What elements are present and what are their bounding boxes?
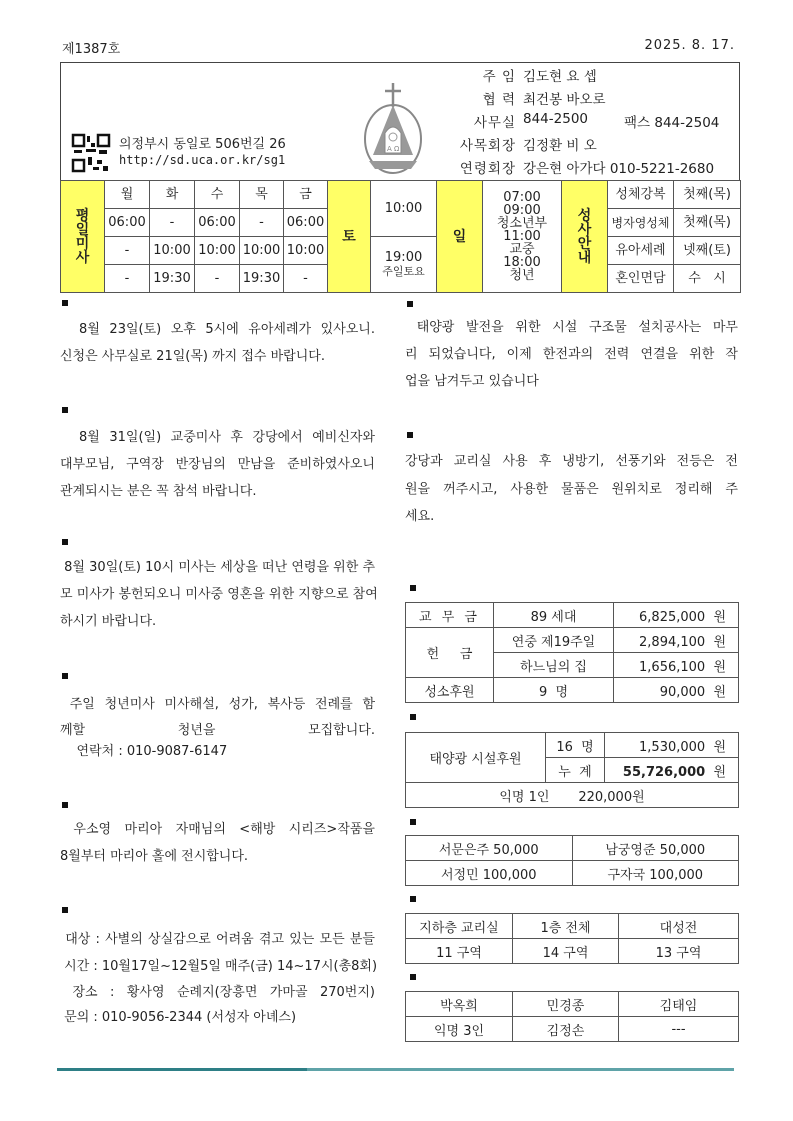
mass-time: 10:00	[284, 237, 328, 265]
cell: 55,726,000 원	[605, 758, 739, 783]
sacrament-when: 첫째(목)	[674, 209, 741, 237]
cell: 13 구역	[619, 939, 739, 964]
saturday-time-1: 10:00	[371, 181, 437, 237]
assistant-label: 협 력	[482, 92, 516, 108]
bullet-icon	[410, 819, 416, 825]
cell: 누 계	[546, 758, 605, 783]
mass-time: 06:00	[195, 209, 240, 237]
mass-time: -	[105, 237, 150, 265]
cell: 90,000 원	[614, 678, 739, 703]
sacrament-name: 병자영성체	[608, 209, 674, 237]
mass-time: 06:00	[284, 209, 328, 237]
notice-line: 8월 23일(토) 오후 5시에 유아세례가 있사오니.	[60, 322, 375, 337]
mass-time: 19:30	[240, 265, 284, 293]
mass-time: 10:00	[195, 237, 240, 265]
notice-line: 대부모님, 구역장 반장님의 만남을 준비하였사오니	[60, 457, 375, 472]
day-tue: 화	[150, 181, 195, 209]
cell: 9 명	[494, 678, 614, 703]
notice-line: 강당과 교리실 사용 후 냉방기, 선풍기와 전등은 전	[405, 454, 738, 469]
cell: 헌 금	[406, 628, 494, 678]
footer-rule	[307, 1068, 734, 1071]
day-wed: 수	[195, 181, 240, 209]
council-label: 사목회장	[459, 138, 516, 154]
notice-line: 원을 꺼주시고, 사용한 물품은 원위치로 정리해 주	[405, 482, 738, 497]
sacrament-name: 유아세례	[608, 237, 674, 265]
bullet-icon	[62, 539, 68, 545]
cell: 하느님의 집	[494, 653, 614, 678]
notice-line: 업을 남겨두고 있습니다	[405, 374, 539, 389]
bullet-icon	[410, 585, 416, 591]
cell: 남궁영준 50,000	[572, 836, 739, 861]
fax-number: 팩스 844-2504	[624, 115, 720, 131]
sacrament-name: 혼인면담	[608, 265, 674, 293]
notice-line: 8월 30일(토) 10시 미사는 세상을 떠난 연령을 위한 추	[60, 560, 375, 575]
cell: 김태임	[619, 992, 739, 1017]
notice-line: 세요.	[405, 509, 435, 524]
cell: 연중 제19주일	[494, 628, 614, 653]
mass-time: -	[284, 265, 328, 293]
mass-time: -	[240, 209, 284, 237]
mass-time: -	[150, 209, 195, 237]
notice-line: 연락처 : 010-9087-6147	[60, 744, 228, 759]
cell: 서문은주 50,000	[406, 836, 573, 861]
cell: 1층 전체	[513, 914, 619, 939]
cell: 지하층 교리실	[406, 914, 513, 939]
assistant-value: 최건봉 바오로	[523, 92, 606, 108]
bullet-icon	[62, 673, 68, 679]
notice-line: 8월 31일(일) 교중미사 후 강당에서 예비신자와	[60, 430, 375, 445]
mass-time: 06:00	[105, 209, 150, 237]
cell: 89 세대	[494, 603, 614, 628]
day-fri: 금	[284, 181, 328, 209]
council-value: 김정환 비 오	[523, 138, 597, 154]
bullet-icon	[410, 896, 416, 902]
bullet-icon	[410, 714, 416, 720]
sacrament-when: 넷째(토)	[674, 237, 741, 265]
mass-schedule-table	[60, 180, 741, 293]
cell: 김정손	[513, 1017, 619, 1042]
mass-time: 10:00	[240, 237, 284, 265]
cell: 1,656,100 원	[614, 653, 739, 678]
church-logo-icon	[361, 81, 425, 177]
cell: 민경종	[513, 992, 619, 1017]
cleaning-table	[405, 913, 739, 964]
footer-rule	[57, 1068, 307, 1071]
cell: 박옥희	[406, 992, 513, 1017]
cell: 16 명	[546, 733, 605, 758]
weekday-mass-label: 평 일 미 사	[61, 181, 105, 293]
finance-table	[405, 602, 739, 703]
saturday-label: 토	[328, 181, 371, 293]
mass-time: 10:00	[150, 237, 195, 265]
issue-date: 2025. 8. 17.	[644, 38, 735, 53]
cell: 2,894,100 원	[614, 628, 739, 653]
notice-line: 문의 : 010-9056-2344 (서성자 아녜스)	[60, 1010, 297, 1025]
notice-line: 장소 : 황사영 순례지(장흥면 가마골 270번지)	[60, 985, 375, 1000]
bullet-icon	[62, 407, 68, 413]
sacrament-name: 성체강복	[608, 181, 674, 209]
notice-line: 리 되었습니다, 이제 한전과의 전력 연결을 위한 작	[405, 347, 738, 362]
bullet-icon	[62, 907, 68, 913]
cell: 성소후원	[406, 678, 494, 703]
notice-line: 8월부터 마리아 홀에 전시합니다.	[60, 849, 249, 864]
day-thu: 목	[240, 181, 284, 209]
mass-time: 19:30	[150, 265, 195, 293]
notice-line: 우소영 마리아 자매님의 <해방 시리즈>작품을	[60, 822, 375, 837]
names-table	[405, 991, 739, 1042]
notice-line: 관계되시는 분은 꼭 참석 바랍니다.	[60, 484, 257, 499]
bullet-icon	[62, 300, 68, 306]
funeral-value: 강은현 아가다 010-5221-2680	[523, 161, 715, 177]
cell: 구자국 100,000	[572, 861, 739, 886]
notice-line: 께할 청년을 모집합니다.	[60, 723, 375, 738]
notice-line: 태양광 발전을 위한 시설 구조물 설치공사는 마무	[405, 320, 738, 335]
svg-text:A Ω: A Ω	[387, 145, 400, 153]
bullet-icon	[410, 974, 416, 980]
saturday-time-2: 19:00 주일토요	[371, 237, 437, 293]
cell: 11 구역	[406, 939, 513, 964]
parish-info-box	[60, 62, 740, 180]
cell: 익명 3인	[406, 1017, 513, 1042]
cell: 14 구역	[513, 939, 619, 964]
cell: 대성전	[619, 914, 739, 939]
cell: 교 무 금	[406, 603, 494, 628]
sunday-label: 일	[437, 181, 483, 293]
notice-line: 주일 청년미사 미사해설, 성가, 복사등 전례를 함	[60, 697, 375, 712]
bullet-icon	[62, 802, 68, 808]
sacrament-when: 첫째(목)	[674, 181, 741, 209]
mass-time: -	[105, 265, 150, 293]
sacrament-when: 수 시	[674, 265, 741, 293]
office-label: 사무실	[473, 115, 516, 131]
cell: 태양광 시설후원	[406, 733, 546, 783]
notice-line: 모 미사가 봉헌되오니 미사중 영혼을 위한 지향으로 참여	[60, 587, 378, 602]
qr-code-icon	[71, 133, 111, 173]
notice-line: 시간 : 10월17일~12월5일 매주(금) 14~17시(총8회)	[60, 959, 378, 974]
cell: 서정민 100,000	[406, 861, 573, 886]
cell: 1,530,000 원	[605, 733, 739, 758]
solar-donation-table	[405, 732, 739, 808]
cell: ---	[619, 1017, 739, 1042]
pastor-label: 주 임	[482, 69, 516, 85]
mass-time: -	[195, 265, 240, 293]
notice-line: 하시기 바랍니다.	[60, 614, 157, 629]
funeral-label: 연령회장	[459, 161, 516, 177]
address: 의정부시 동일로 506번길 26	[119, 137, 286, 152]
cell: 6,825,000 원	[614, 603, 739, 628]
sunday-times: 07:00 09:00 청소년부 11:00 교중 18:00 청년	[483, 181, 562, 293]
sacrament-label: 성 사 안 내	[562, 181, 608, 293]
bullet-icon	[407, 432, 413, 438]
notice-line: 신청은 사무실로 21일(목) 까지 접수 바랍니다.	[60, 349, 325, 364]
issue-number: 제1387호	[62, 42, 121, 57]
day-mon: 월	[105, 181, 150, 209]
office-phone: 844-2500	[523, 111, 588, 127]
website-link[interactable]: http://sd.uca.or.kr/sg1	[119, 153, 286, 167]
cell: 익명 1인 220,000원	[406, 783, 739, 808]
notice-line: 대상 : 사별의 상실감으로 어려움 겪고 있는 모든 분들	[60, 932, 375, 947]
pastor-value: 김도현 요 셉	[523, 69, 597, 85]
bullet-icon	[407, 301, 413, 307]
donors-table	[405, 835, 739, 886]
